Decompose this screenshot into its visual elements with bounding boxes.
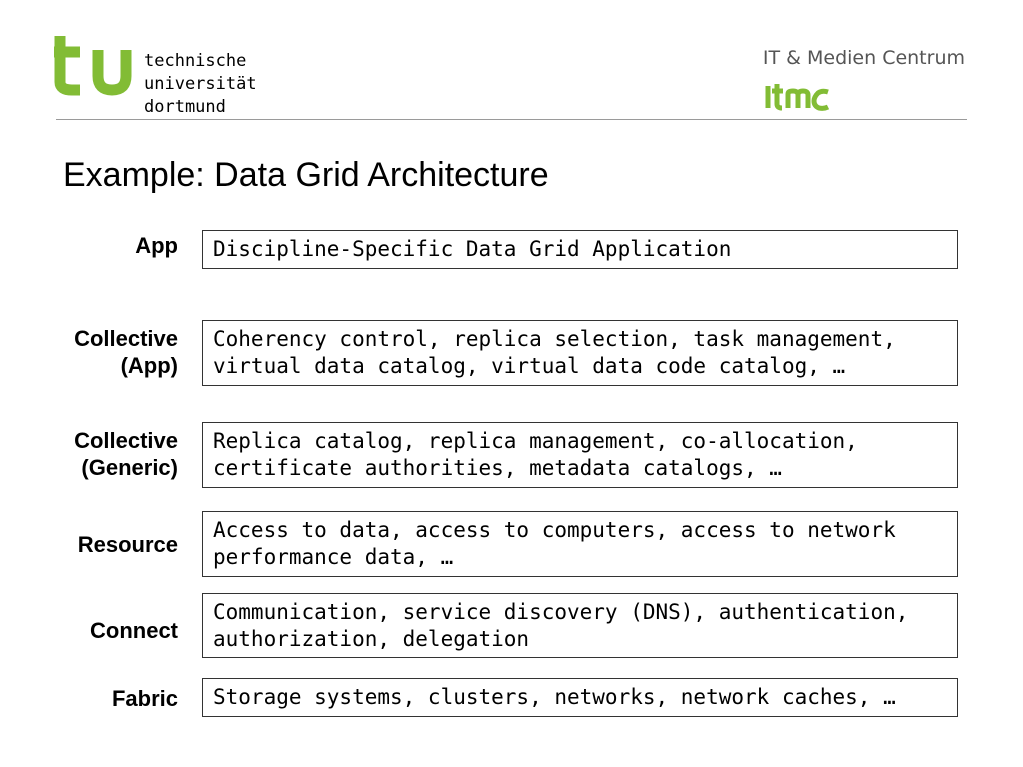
layer-text-resource: Access to data, access to computers, access to network performance data, …	[213, 518, 896, 569]
layer-box-fabric	[202, 678, 958, 717]
slide-title: Example: Data Grid Architecture	[63, 156, 549, 194]
layer-box-connect	[202, 593, 958, 658]
layer-box-app	[202, 230, 958, 269]
layer-box-collective-app	[202, 320, 958, 386]
layer-text-collective-generic: Replica catalog, replica management, co-allocation, certificate authorities, metadata catalogs, …	[213, 429, 858, 480]
tu-dortmund-logo-icon	[54, 36, 136, 96]
university-wordmark	[144, 50, 257, 119]
wordmark-line-2: universität	[144, 74, 257, 94]
layer-label-connect: Connect	[90, 618, 178, 643]
layer-label-collective-app: Collective (App)	[74, 326, 178, 378]
layer-box-resource	[202, 511, 958, 577]
layer-label-resource: Resource	[77, 532, 178, 557]
layer-label-collective-generic: Collective (Generic)	[74, 428, 178, 480]
layer-label-fabric: Fabric	[111, 686, 178, 711]
layer-text-collective-app: Coherency control, replica selection, task management, virtual data catalog, virtual data code catalog, …	[213, 327, 896, 378]
layer-text-connect: Communication, service discovery (DNS), authentication, authorization, delegation	[213, 600, 909, 651]
itmc-title: IT & Medien Centrum	[762, 47, 965, 69]
wordmark-line-1: technische	[144, 51, 247, 71]
layer-text-fabric: Storage systems, clusters, networks, network caches, …	[213, 685, 896, 709]
layer-box-collective-generic	[202, 422, 958, 488]
wordmark-line-3: dortmund	[144, 97, 226, 117]
layer-text-app: Discipline-Specific Data Grid Application	[213, 237, 732, 261]
layer-label-app: App	[135, 233, 178, 258]
header-divider	[56, 119, 967, 120]
itmc-logo-icon	[764, 82, 832, 112]
